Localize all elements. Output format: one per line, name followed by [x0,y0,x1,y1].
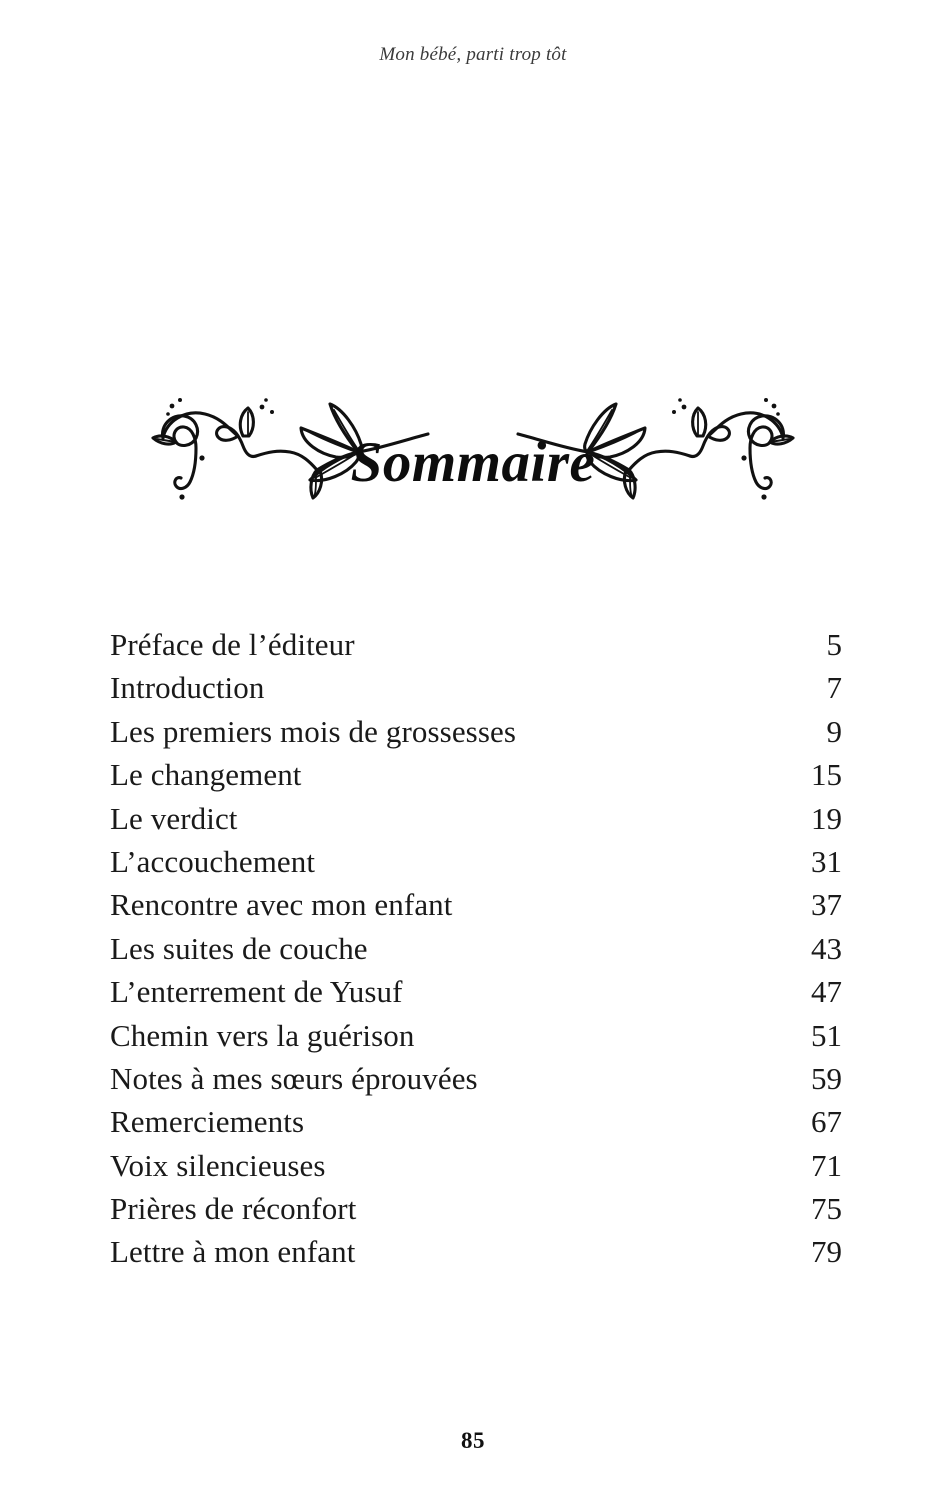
toc-entry-title: Voix silencieuses [110,1147,326,1183]
toc-entry-page: 15 [811,757,842,793]
toc-entry-page: 71 [811,1147,842,1183]
toc-entry[interactable] [110,797,842,840]
toc-entry[interactable] [110,753,842,796]
toc-entry-page: 7 [826,670,842,706]
toc-entry-title: Préface de l’éditeur [110,627,355,662]
toc-entry-title: Introduction [110,670,265,706]
toc-entry-page: 75 [811,1191,842,1227]
toc-entry-title: Lettre à mon enfant [110,1234,356,1270]
toc-entry-title: Notes à mes sœurs éprouvées [110,1060,478,1096]
toc-entry[interactable] [110,970,842,1013]
toc-entry-title: L’accouchement [110,843,316,879]
toc-entry[interactable] [110,1014,842,1057]
title-block [0,352,946,512]
toc-entry-title: Les premiers mois de grossesses [110,713,517,749]
toc-entry[interactable] [110,1187,842,1230]
toc-entry-title: Rencontre avec mon enfant [110,887,453,923]
toc-entry[interactable] [110,840,842,883]
toc-entry-page: 5 [826,627,842,662]
toc-entry-page: 37 [811,887,842,923]
toc-entry[interactable] [110,1144,842,1187]
toc-entry-page: 43 [811,930,842,966]
toc-entry-title: Prières de réconfort [110,1191,357,1227]
toc-entry-title: Les suites de couche [110,930,368,966]
toc-entry[interactable] [110,883,842,926]
toc-entry-page: 67 [811,1104,842,1140]
toc-entry-title: Le changement [110,757,302,793]
toc-entry-page: 19 [811,800,842,836]
toc-entry[interactable] [110,1230,842,1273]
toc-entry[interactable] [110,1057,842,1100]
running-head: Mon bébé, parti trop tôt [379,44,567,65]
toc-entry[interactable] [110,623,842,666]
page-folio: 85 [461,1428,485,1453]
table-of-contents [110,623,842,1274]
toc-entry-page: 47 [811,974,842,1010]
toc-entry-page: 31 [811,843,842,879]
toc-entry-title: Le verdict [110,800,238,836]
toc-entry-page: 9 [826,713,842,749]
toc-entry[interactable] [110,1100,842,1143]
toc-entry-title: Remerciements [110,1104,305,1140]
toc-entry[interactable] [110,710,842,753]
toc-entry-title: Chemin vers la guérison [110,1017,415,1053]
toc-entry-page: 59 [811,1060,842,1096]
toc-entry-title: L’enterrement de Yusuf [110,974,403,1010]
page-title: Sommaire [350,431,596,494]
toc-entry[interactable] [110,666,842,709]
toc-entry[interactable] [110,927,842,970]
toc-entry-page: 51 [811,1017,842,1053]
toc-entry-page: 79 [811,1234,842,1270]
